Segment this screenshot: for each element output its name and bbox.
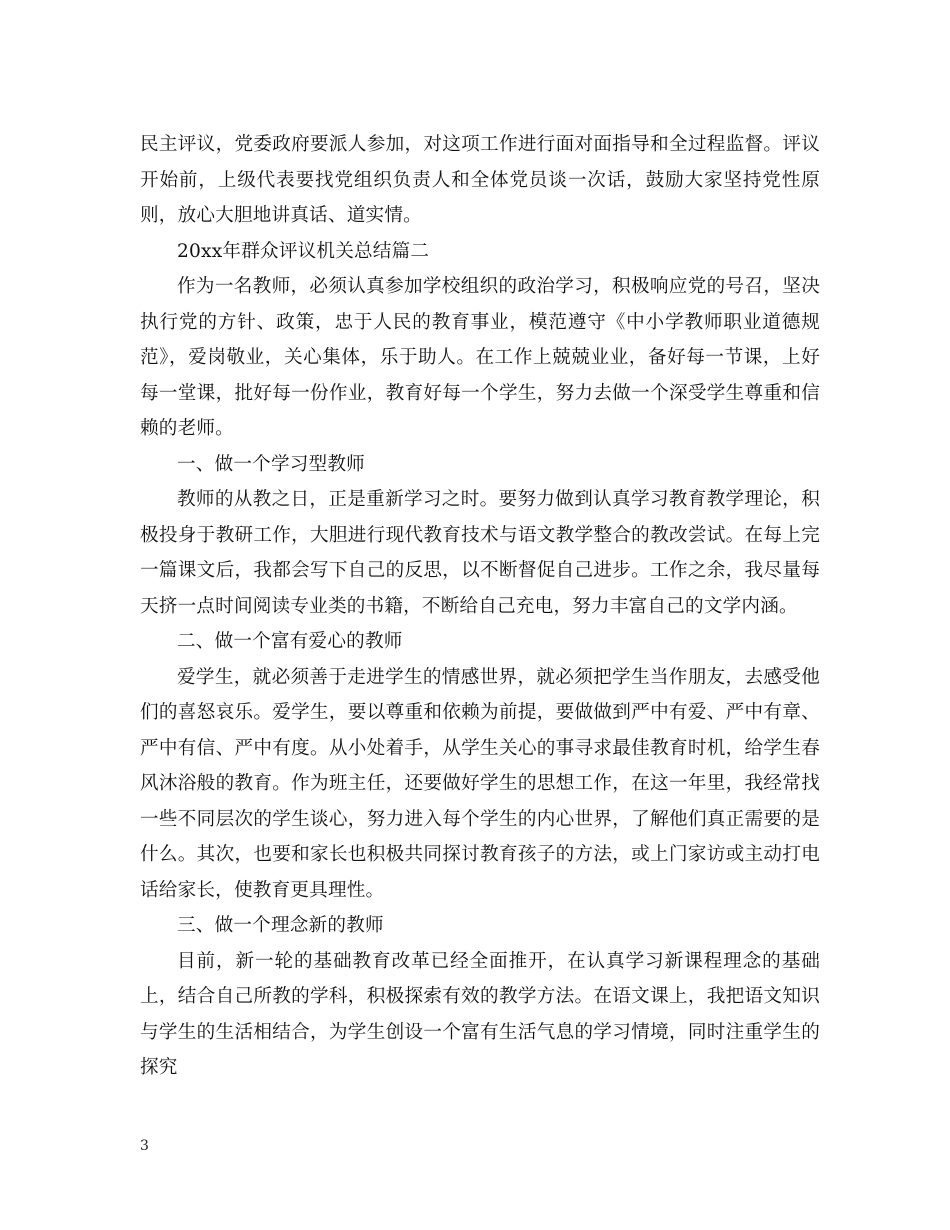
paragraph-new-concept: 目前，新一轮的基础教育改革已经全面推开，在认真学习新课程理念的基础上，结合自己所教的学科，积极探索有效的教学方法。在语文课上，我把语文知识与学生的生活相结合，为学生创设一个富有生活气息的学习情境，同时注重学生的探究 — [140, 950, 820, 1078]
page-number: 3 — [140, 1138, 149, 1154]
paragraph-learning: 教师的从教之日，正是重新学习之时。要努力做到认真学习教育教学理论，积极投身于教研工作，大胆进行现代教育技术与语文教学整合的教改尝试。在每上完一篇课文后，我都会写下自己的反思，以不断督促自己进步。工作之余，我尽量每天挤一点时间阅读专业类的书籍，不断给自己充电，努力丰富自己的文学内涵。 — [140, 489, 820, 617]
paragraph-caring: 爱学生，就必须善于走进学生的情感世界，就必须把学生当作朋友，去感受他们的喜怒哀乐。爱学生，要以尊重和依赖为前提，要做做到严中有爱、严中有章、严中有信、严中有度。从小处着手，从学生关心的事寻求最佳教育时机，给学生春风沐浴般的教育。作为班主任，还要做好学生的思想工作，在这一年里，我经常找一些不同层次的学生谈心，努力进入每个学生的内心世界，了解他们真正需要的是什么。其次，也要和家长也积极共同探讨教育孩子的方法，或上门家访或主动打电话给家长，使教育更具理性。 — [140, 666, 820, 901]
paragraph-continuation: 民主评议，党委政府要派人参加，对这项工作进行面对面指导和全过程监督。评议开始前，上级代表要找党组织负责人和全体党员谈一次话，鼓励大家坚持党性原则，放心大胆地讲真话、道实情。 — [140, 134, 820, 226]
paragraph-teacher-duty: 作为一名教师，必须认真参加学校组织的政治学习，积极响应党的号召，坚决执行党的方针、政策，忠于人民的教育事业，模范遵守《中小学教师职业道德规范》，爱岗敬业，关心集体，乐于助人。在工作上兢兢业业，备好每一节课，上好每一堂课，批好每一份作业，教育好每一个学生，努力去做一个深受学生尊重和信赖的老师。 — [140, 276, 820, 439]
heading-caring-teacher: 二、做一个富有爱心的教师 — [177, 631, 403, 652]
heading-learning-teacher: 一、做一个学习型教师 — [177, 453, 365, 475]
section-heading-article-two: 20xx年群众评议机关总结篇二 — [177, 240, 430, 262]
heading-new-concept-teacher: 三、做一个理念新的教师 — [177, 915, 384, 936]
document-body — [140, 127, 820, 1086]
